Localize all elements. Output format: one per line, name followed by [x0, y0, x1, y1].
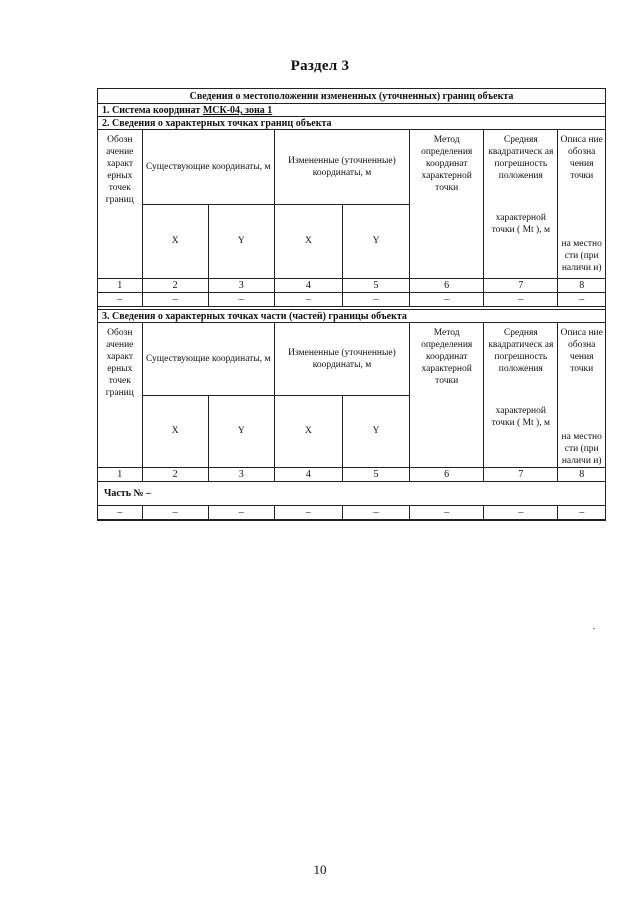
- col-number: 5: [342, 468, 409, 482]
- header-changed: Измененные (уточненные) координаты, м: [274, 323, 409, 395]
- col-number: 6: [410, 279, 484, 293]
- header-changed-x: X: [274, 204, 342, 278]
- col-number: 2: [142, 279, 208, 293]
- empty-cell: –: [410, 293, 484, 307]
- header-existing-x: X: [142, 204, 208, 278]
- col-number: 3: [208, 468, 274, 482]
- header-rmse-bottom: характерной точки ( Mt ), м: [491, 406, 550, 428]
- empty-cell: –: [484, 293, 558, 307]
- empty-cell: –: [142, 506, 208, 520]
- header-designation: Обозн ачение характ ерных точек границ: [98, 323, 142, 468]
- section-3-title: 3. Сведения о характерных точках части (частей) границы объекта: [98, 310, 605, 323]
- section-2-title: 2. Сведения о характерных точках границ объекта: [98, 117, 605, 130]
- header-existing-x: X: [142, 395, 208, 467]
- header-rmse-top: Средняя квадратическ ая погрешность положения: [488, 328, 554, 374]
- coord-system-line: [98, 104, 605, 117]
- col-number: 2: [142, 468, 208, 482]
- empty-cell: –: [558, 506, 605, 520]
- header-desc-top: Описа ние обозна чения точки: [560, 135, 603, 181]
- table-row: [98, 506, 605, 520]
- scan-speck: [593, 628, 595, 629]
- header-desc-bottom: на местно сти (при наличи и): [561, 239, 602, 273]
- header-designation: Обозн ачение характ ерных точек границ: [98, 130, 142, 279]
- header-method: Метод определения координат характерной точки: [410, 323, 484, 468]
- header-existing-y: Y: [208, 204, 274, 278]
- empty-cell: –: [274, 293, 342, 307]
- col-number: 1: [98, 468, 142, 482]
- header-changed-x: X: [274, 395, 342, 467]
- col-number: 8: [558, 279, 605, 293]
- col-number: 4: [274, 279, 342, 293]
- coord-system-prefix: 1. Система координат: [102, 105, 203, 116]
- header-method: Метод определения координат характерной точки: [410, 130, 484, 279]
- empty-cell: –: [410, 506, 484, 520]
- col-number: 7: [484, 468, 558, 482]
- empty-cell: –: [342, 293, 409, 307]
- col-number: 3: [208, 279, 274, 293]
- header-existing: Существующие координаты, м: [142, 130, 274, 204]
- empty-cell: –: [142, 293, 208, 307]
- page-title: Раздел 3: [290, 58, 350, 74]
- coord-system-value: МСК-04, зона 1: [202, 105, 273, 116]
- empty-cell: –: [208, 506, 274, 520]
- header-existing: Существующие координаты, м: [142, 323, 274, 395]
- part-label: Часть № –: [98, 482, 605, 506]
- header-changed-y: Y: [342, 204, 409, 278]
- table-row: [98, 293, 605, 307]
- page-number: 10: [313, 862, 327, 877]
- section-3-grid: [98, 323, 605, 520]
- header-changed: Измененные (уточненные) координаты, м: [274, 130, 409, 204]
- header-desc-top: Описа ние обозна чения точки: [560, 328, 603, 374]
- header-existing-y: Y: [208, 395, 274, 467]
- empty-cell: –: [274, 506, 342, 520]
- header-desc-bottom: на местно сти (при наличи и): [561, 432, 602, 466]
- col-number: 6: [410, 468, 484, 482]
- header-rmse-bottom: характерной точки ( Mt ), м: [491, 213, 550, 235]
- empty-cell: –: [98, 293, 142, 307]
- table-caption: Сведения о местоположении измененных (уточненных) границ объекта: [98, 89, 605, 104]
- col-number: 1: [98, 279, 142, 293]
- empty-cell: –: [98, 506, 142, 520]
- col-number: 5: [342, 279, 409, 293]
- header-rmse-top: Средняя квадратическ ая погрешность положения: [488, 135, 554, 181]
- boundary-table: [97, 88, 606, 521]
- empty-cell: –: [342, 506, 409, 520]
- header-changed-y: Y: [342, 395, 409, 467]
- empty-cell: –: [558, 293, 605, 307]
- col-number: 8: [558, 468, 605, 482]
- empty-cell: –: [208, 293, 274, 307]
- empty-cell: –: [484, 506, 558, 520]
- col-number: 7: [484, 279, 558, 293]
- section-2-grid: [98, 130, 605, 307]
- col-number: 4: [274, 468, 342, 482]
